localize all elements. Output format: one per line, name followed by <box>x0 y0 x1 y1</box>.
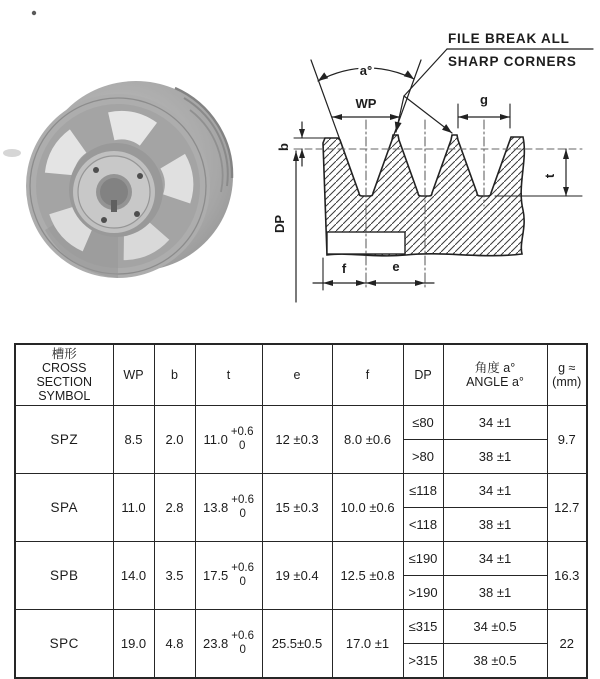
bushing-screw <box>134 211 140 217</box>
cell-symbol: SPB <box>15 542 113 610</box>
cell-symbol: SPC <box>15 610 113 679</box>
dimension-arrow <box>299 149 305 158</box>
cell-symbol: SPA <box>15 474 113 542</box>
cell-f: 8.0 ±0.6 <box>332 406 403 474</box>
cell-dp-cond: ≤190 <box>403 542 443 576</box>
leader-arrow <box>442 124 452 133</box>
cell-b: 2.0 <box>154 406 195 474</box>
dim-label-wp: WP <box>355 96 377 111</box>
cell-angle: 38 ±1 <box>443 508 547 542</box>
cell-g: 9.7 <box>547 406 587 474</box>
cell-wp: 11.0 <box>113 474 154 542</box>
table-header-row <box>15 344 587 406</box>
cell-angle: 34 ±1 <box>443 474 547 508</box>
cell-wp: 19.0 <box>113 610 154 679</box>
cell-dp-cond: >80 <box>403 440 443 474</box>
header-g: g ≈ (mm) <box>547 344 587 406</box>
dim-label-f: f <box>341 261 347 276</box>
dimension-arrow <box>415 280 425 286</box>
bushing-screw <box>101 217 107 223</box>
cell-angle: 34 ±1 <box>443 542 547 576</box>
dim-label-b: b <box>276 143 291 151</box>
cell-f: 17.0 ±1 <box>332 610 403 679</box>
cell-e: 25.5±0.5 <box>262 610 332 679</box>
cross-section-diagram <box>272 31 593 302</box>
header-dp: DP <box>403 344 443 406</box>
cell-symbol: SPZ <box>15 406 113 474</box>
dim-label-e: e <box>392 259 400 274</box>
cell-wp: 14.0 <box>113 542 154 610</box>
cell-angle: 34 ±0.5 <box>443 610 547 644</box>
dim-label-t: t <box>542 173 557 179</box>
cell-g: 22 <box>547 610 587 679</box>
cell-angle: 34 ±1 <box>443 406 547 440</box>
cell-f: 10.0 ±0.6 <box>332 474 403 542</box>
cell-t: 17.5 +0.6 0 <box>195 542 262 610</box>
cell-angle: 38 ±1 <box>443 440 547 474</box>
header-symbol-zh: 槽形 <box>51 347 77 361</box>
header-f: f <box>332 344 403 406</box>
cell-dp-cond: >190 <box>403 576 443 610</box>
dim-label-dp: DP <box>272 214 287 234</box>
bushing-screw <box>93 167 99 173</box>
cell-dp-cond: ≤118 <box>403 474 443 508</box>
dimension-arrow <box>356 280 366 286</box>
header-t: t <box>195 344 262 406</box>
pulley-photo <box>3 11 233 278</box>
table-row-spc <box>15 610 587 644</box>
dimension-arrow <box>404 70 414 79</box>
header-symbol: 槽形 CROSS SECTION SYMBOL <box>15 344 113 406</box>
table-row-spz <box>15 406 587 440</box>
dimension-arrow <box>318 72 328 81</box>
cell-e: 19 ±0.4 <box>262 542 332 610</box>
cell-b: 4.8 <box>154 610 195 679</box>
cell-dp-cond: ≤80 <box>403 406 443 440</box>
cell-dp-cond: <118 <box>403 508 443 542</box>
cell-e: 12 ±0.3 <box>262 406 332 474</box>
dimension-arrow <box>332 114 342 120</box>
cell-f: 12.5 ±0.8 <box>332 542 403 610</box>
header-b: b <box>154 344 195 406</box>
dimension-arrow <box>293 151 299 161</box>
note-line1: FILE BREAK ALL <box>448 31 570 46</box>
table-row-spb <box>15 542 587 576</box>
spec-table <box>14 343 588 679</box>
cell-t: 11.0 +0.6 0 <box>195 406 262 474</box>
cell-wp: 8.5 <box>113 406 154 474</box>
dimension-arrow <box>458 114 468 120</box>
header-angle: 角度 a° ANGLE a° <box>443 344 547 406</box>
cell-t: 13.8 +0.6 0 <box>195 474 262 542</box>
note-leader-lines <box>396 49 452 133</box>
cell-angle: 38 ±0.5 <box>443 644 547 679</box>
dim-label-angle: a° <box>359 63 373 78</box>
cell-angle: 38 ±1 <box>443 576 547 610</box>
header-wp: WP <box>113 344 154 406</box>
cell-dp-cond: >315 <box>403 644 443 679</box>
dimension-arrow <box>366 280 376 286</box>
note-line2: SHARP CORNERS <box>448 54 577 69</box>
cell-g: 16.3 <box>547 542 587 610</box>
cell-g: 12.7 <box>547 474 587 542</box>
header-e: e <box>262 344 332 406</box>
cell-e: 15 ±0.3 <box>262 474 332 542</box>
photo-speck <box>32 11 36 15</box>
photo-smudge <box>3 149 21 157</box>
keyway <box>111 200 117 212</box>
dimension-arrow <box>299 129 305 138</box>
dimension-arrow <box>500 114 510 120</box>
cell-b: 3.5 <box>154 542 195 610</box>
table-row-spa <box>15 474 587 508</box>
dimension-arrow <box>563 149 569 159</box>
dimension-arrow <box>563 187 569 196</box>
bushing-screw <box>137 173 143 179</box>
cell-b: 2.8 <box>154 474 195 542</box>
cell-t: 23.8 +0.6 0 <box>195 610 262 679</box>
cell-dp-cond: ≤315 <box>403 610 443 644</box>
dimension-arrow <box>323 280 333 286</box>
dim-label-g: g <box>480 92 488 107</box>
